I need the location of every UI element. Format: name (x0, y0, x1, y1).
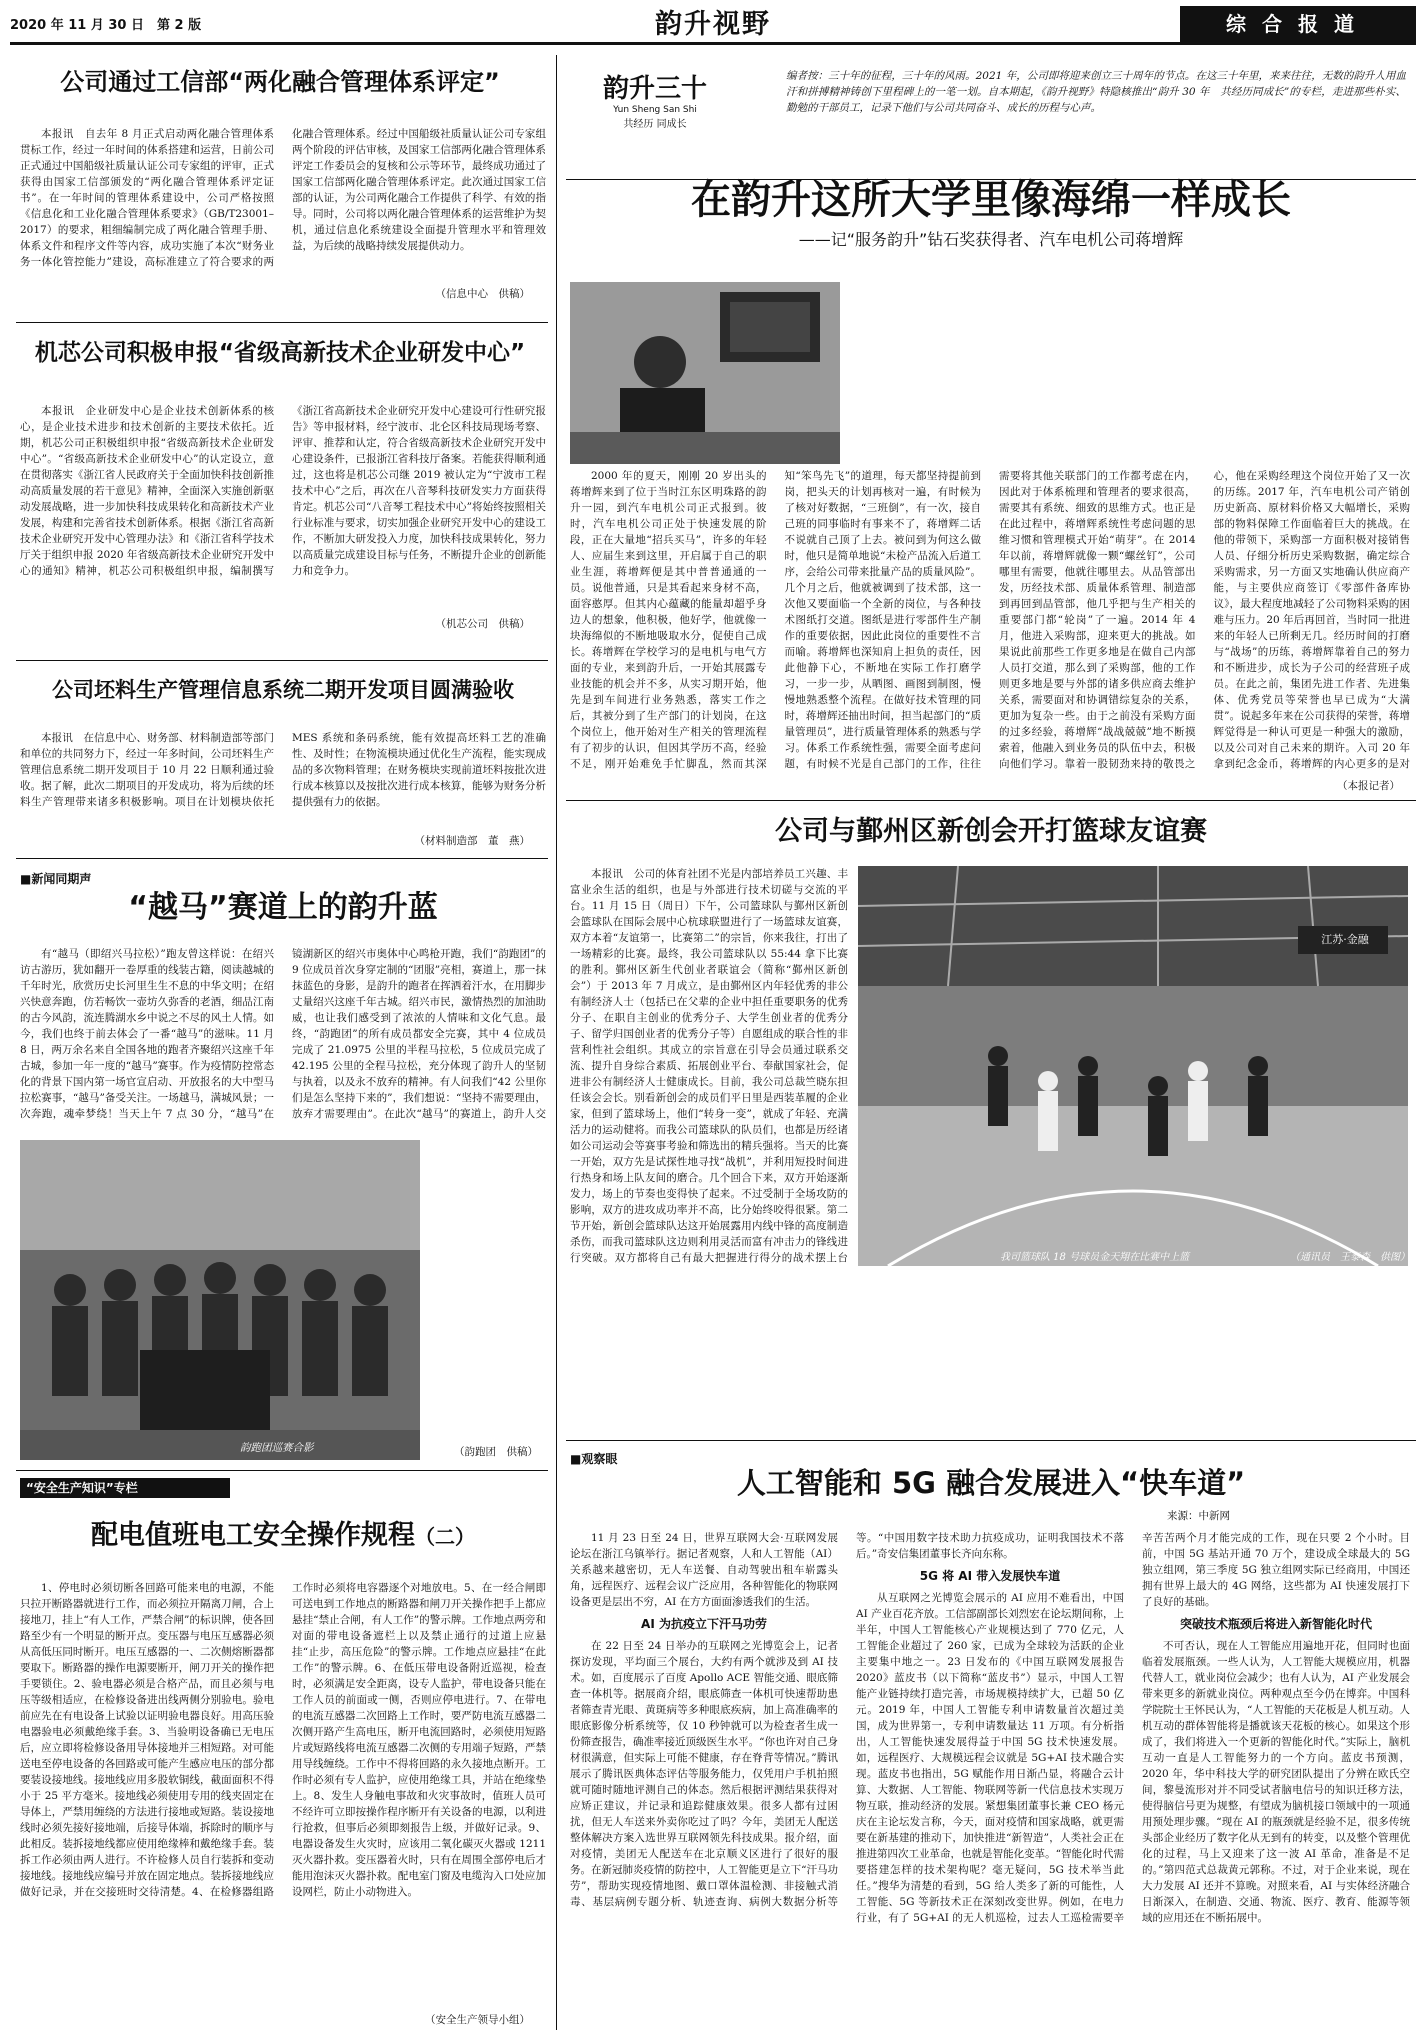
divider (16, 1470, 548, 1471)
divider (16, 322, 548, 323)
article7-body-b (570, 1270, 1410, 1435)
subhead-breakthrough: 突破技术瓶颈后将进入新智能化时代 (1179, 1617, 1372, 1631)
article4-byline: （韵跑团 供稿） (454, 1446, 538, 1458)
article3-body: 本报讯 在信息中心、财务部、材料制造部等部门和单位的共同努力下，经过一年多时间，公司坯料生产管理信息系统二期开发项目于 10 月 22 日顺利通过验收。据了解，此次二期项目的开发成功，将为后续的坯料生产管理带来诸多积极影响。项目在计划模块依托 MES 系统和条码系统，能有效提高坯料工艺的准确性、及时性；在物流模块通过优化生产流程，能实现成品的多次物料管理；在财务模块实现前道坯料按批次进行成本核算以及按批次进行成本核算，能够为财务分析提供强有力的依据。 (20, 732, 546, 808)
article3-byline: （材料制造部 董 燕） (414, 835, 530, 847)
feature-subtitle: ——记“服务韵升”钻石奖获得者、汽车电机公司蒋增辉 (798, 230, 1184, 249)
article2-byline: （机芯公司 供稿） (435, 618, 530, 630)
article5-title: 配电值班电工安全操作规程（二） (91, 1520, 475, 1551)
portrait-photo-drawing (570, 282, 840, 464)
article8-body: 11 月 23 日至 24 日，世界互联网大会·互联网发展论坛在浙江乌镇举行。据记者观察，人和人工智能（AI）关系越来越密切，无人车送餐、自动驾驶出租车崭露头角，远程医疗、远程会议广泛应用，各种智能化的物联网设备更是层出不穷，AI 在方方面面渗透我们的生活。 AI 为抗疫立下汗马功劳 在 22 日至 24 日举办的互联网之光博览会上，记者探访发现，平均面三个展台，大约有两个就涉及到 AI 技术。如，百度展示了百度 Apollo ACE 智能交通、眼底筛查一体机等。据展商介绍，眼底筛查一体机可快速帮助患者筛查青光眼、黄斑病等多种眼底疾病，加上高准确率的眼底影像分析系统等，仅 10 秒钟就可以为检查者生成一份筛查报告，确准率接近顶级医生水平。“你也许对自己身材很满意，但实际上可能不健康，存在脊背等情况。”腾讯展示了腾讯医典体态评估等服务能力，仅凭用户手机拍照就可随时随地评测自己的体态。然后根据评测结果获得对应矫正建议，并记录和追踪健康效果。很多人都有过困扰，但无人车送来外卖你吃过了吗？今年，美团无人配送整体解决方案入选世界互联网领先科技成果。报介绍，面对疫情，美团无人配送车在北京顺义区进行了很好的服务。在新冠肺炎疫情的防控中，人工智能更是立下“汗马功劳”，帮助实现疫情地图、戴口罩体温检测、非接触式消毒、基层病例专题分析、轨迹查询、病例大数据分析等等。“中国用数字技术助力抗疫成功，证明我国技术不落后。”奇安信集团董事长齐向东称。 5G 将 AI 带入发展快车道 从互联网之光博览会展示的 AI 应用不难看出，中国 AI 产业百花齐放。工信部副部长刘烈宏在论坛期间称，上半年，中国人工智能核心产业规模达到了 770 亿元，人工智能企业超过了 260 家，已成为全球较为活跃的企业主要集中地之一。23 日发布的《中国互联网发展报告 2020》蓝皮书（以下简称“蓝皮书”）显示，中国人工智能产业链持续打造完善，市场规模持续扩大，已超 50 亿元。2019 年，中国人工智能专利申请数量首次超过美国，成为世界第一，专利申请数量达 11 万项。有分析指出，人工智能快速发展得益于中国 5G 技术快速发展。如，远程医疗、大规模远程会议就是 5G+AI 技术融合实现。蓝皮书也指出，5G 赋能作用日渐凸显，将融合云计算、大数据、人工智能、物联网等新一代信息技术实现万物互联，推动经济的发展。紧想集团董事长兼 CEO 杨元庆在主论坛发言称，今天，面对疫情和国家战略，就更需要在新基建的推动下，加快推进“新智造”，人类社会正在推进第四次工业革命，也就是智能化变革。“智能化时代需要搭建怎样的技术架构呢？毫无疑问，5G 技术举当此任。”搜华为清楚的看到，5G 给人类多了新的可能性，人工智能、5G 等新技术正在深刻改变世界。例如，在电力行业，有了 5G+AI 的无人机巡检，过去人工巡检需要辛辛苦苦两个月才能完成的工作，现在只要 2 个小时。目前，中国 5G 基站开通 70 万个，建设成全球最大的 5G 独立组网，第三季度 5G 独立组网实际已经商用，中国还拥有世界上最大的 4G 网络，这些都为 AI 快速发展打下了良好的基础。 突破技术瓶颈后将进入新智能化时代 不可否认，现在人工智能应用遍地开花，但同时也面临着发展瓶颈。一些人认为，人工智能大规模应用，机器代替人工，就业岗位会减少；也有人认为，AI 产业发展会带来更多的新就业岗位。两种观点至今仍在博弈。中国科学院院士王怀民认为，“人工智能的天花板是人机互动。人机互动的群体智能将是播就该天花板的核心。如果这个形成了，我们将进入一个更新的智能化时代。”实际上，脑机互动一直是人工智能努力的一个方向。蓝皮书预测，2020 年，华中科技大学的研究团队提出了分辨在欧氏空间，黎曼流形对并不同受试者脑电信号的知识迁移方法，使得脑信号更为规整，有望成为脑机接口领域中的一项通用预处理步骤。“现在 AI 的瓶颈就是经验不足，很多传统头部企业经历了数字化从无到有的转变，以及整个管理优化的过程，马上又迎来了这一波 AI 革命，准备是不足的。”第四范式总裁黄元郭称。不过，对于企业来说，现在大力发展 AI 还并不算晚。对照来看，AI 与实体经济融合日渐深入，在制造、交通、物流、医疗、教育、能源等领域的应用还在不断拓展中。 (570, 1532, 1410, 1924)
series-subtitle: 共经历 同成长 (623, 119, 687, 130)
article4-title: “越马”赛道上的韵升蓝 (128, 890, 438, 925)
basketball-photo-credit: （通讯员 王泰森 供图） (1290, 1252, 1410, 1263)
article2-body: 本报讯 企业研发中心是企业技术创新体系的核心，是企业技术进步和技术创新的主要技术依托。近期，机芯公司正积极组织申报“省级高新技术企业研发中心”。“省级高新技术企业研发中心”的认定设立，意在贯彻落实《浙江省人民政府关于全面加快科技创新推动高质量发展的若干意见》精神，全面深入实施创新驱动发展战略，进一步加快科技成果转化和高新技术产业发展，构建和完善省技术创新体系。根据《浙江省高新技术企业研究开发中心管理办法》和《浙江省科学技术厅关于组织申报 2020 年省级高新技术企业研究开发中心的通知》精神，机芯公司积极组织申报，编制撰写《浙江省高新技术企业研究开发中心建设可行性研究报告》等申报材料，经宁波市、北仑区科技局现场考察、评审、推荐和认定，符合省级高新技术企业研究开发中心建设条件，已报浙江省科技厅备案。若能获得顺利通过，这也将是机芯公司继 2019 被认定为“宁波市工程技术中心”之后，再次在八音琴科技研发实力方面获得肯定。机芯公司“八音琴工程技术中心”将始终按照相关行业标准与要求，切实加强企业研究开发中心的建设工作，不断加大研发投入力度，加快科技成果转化，努力以高质量完成建设目标与任务，不断提升企业的创新能力和竞争力。 (20, 405, 546, 577)
article4-body: 有“越马（即绍兴马拉松）”跑友曾这样说：在绍兴访古游历，犹如翻开一卷厚重的线装古籍，阅读越城的千年时光，欣赏历史长河里生生不息的中华文明；在绍兴快意奔跑，仿若畅饮一壶坊久弥香的老酒，细品江南的古今风韵，流连腾湖水乡中说之不尽的风土人情。如今，我们也终于前去体会了一番“越马”的滋味。11 月 8 日，两万余名来自全国各地的跑者齐聚绍兴这座千年古城，参加一年一度的“越马”赛事。作为疫情防控常态化的背景下国内第一场官宣启动、开放报名的大中型马拉松赛事，“越马”备受关注。一场越马，满城风景；一次奔跑，魂牵梦绕！当天上午 7 点 30 分，“越马”在镜湖新区的绍兴市奥体中心鸣枪开跑，我们“韵跑团”的 9 位成员首次身穿定制的“团服”亮相，赛道上，那一抹抹蓝色的身影，是韵升的跑者在挥洒着汗水，在用脚步丈量绍兴这座千年古城。绍兴市民，激情热烈的加油助威，也让我们感受到了浓浓的人情味和文化气息。最终，“韵跑团”的所有成员都安全完赛，其中 4 位成员完成了 21.0975 公里的半程马拉松，5 位成员完成了 42.195 公里的全程马拉松，充分体现了韵升人的坚韧与执着，以及永不放弃的精神。有人问我们“42 公里你们是怎么坚持下来的”，我们想说：“坚持不需要理由，放弃才需要理由”。在此次“越马”的赛道上，韵升人交 (20, 948, 546, 1120)
article1-body: 本报讯 自去年 8 月正式启动两化融合管理体系贯标工作，经过一年时间的体系搭建和运营，日前公司正式通过中国船级社质量认证公司专家组的评审，正式获得由国家工信部颁发的“两化融合管理体系评定证书”。在一年时间的管理体系建设中，公司严格按照《信息化和工业化融合管理体系要求》（GB/T23001–2017）的要求，粗细编制完成了两化融合管理手册、体系文件和程序文件等内容，成功实施了本次“财务业务一体化管控能力”建设，高标准建立了符合要求的两化融合管理体系。经过中国船级社质量认证公司专家组两个阶段的评估审核，及国家工信部两化融合管理体系评定工作委员会的复核和公示等环节，最终成功通过了国家工信部两化融合管理体系评定。此次通过国家工信部的认证，为公司两化融合工作提供了科学、有效的指导。同时，公司将以两化融合管理体系的运营维护为契机，通过信息化系统建设全面提升管理水平和管理效益，为后续的战略持续发展提供动力。 (20, 128, 546, 268)
article1-title: 公司通过工信部“两化融合管理体系评定” (60, 68, 500, 96)
feature-body: 2000 年的夏天，刚刚 20 岁出头的蒋增辉来到了位于当时江东区明珠路的韵升一园，到汽车电机公司正式报到。彼时，汽车电机公司正处于快速发展的阶段，正在大量地“招兵买马”，许多的年轻人、应届生来到这里，开启属于自己的职业生涯，蒋增辉便是其中普普通通的一员。说他普通，只是其看起来身材不高，面容憨厚。但其内心蕴藏的能量却超乎身边人的想象，他积极，他好学，他就像一块海绵似的不断地吸取水分，促使自己成长。蒋增辉在学校学习的是电机与电气方面的专业，来到韵升后，一开始其展露专业技能的机会并不多，从实习期开始，他先是到车间进行业务熟悉，落实工作之后，其被分到了生产部门的计划岗，在这个岗位上，他开始对生产相关的管理流程有了初步的认识，但因其学历不高，经验不足，刚开始难免手忙脚乱，然而其深知“笨鸟先飞”的道理，每天都坚持提前到岗，把头天的计划再核对一遍，有时候为了核对好数据，“三班倒”，有一次，接自己班的同事临时有事来不了，蒋增辉二话不说就自己顶了上去。被问到为何这么做时，他只是简单地说“未检产品流入后道工序，会给公司带来批量产品的质量风险”。几个月之后，他就被调到了技术部，这一次他又要面临一个全新的岗位，与各种技术图纸打交道。图纸是进行零部件生产制作的重要依据，因此此岗位的重要性不言而喻。蒋增辉也深知肩上担负的责任，因此他静下心，不断地在实际工作打磨学习，一步一步，从晒图、画图到制图，慢慢地熟悉整个流程。在做好技术管理的同时，蒋增辉还抽出时间，担当起部门的“质量管理员”，进行质量管理体系的熟悉与学习。体系工作系统性强，需要全面考虑问题，有时候不光是自己部门的工作，往往需要将其他关联部门的工作都考虑在内，因此对于体系梳理和管理者的要求很高，需要其有系统、细致的思维方式。也正是在此过程中，蒋增辉系统性考虑问题的思维习惯和管理模式开始“萌芽”。在 2014 年以前，蒋增辉就像一颗“螺丝钉”，公司哪里有需要，他就往哪里去。从品管部出发，历经技术部、质量体系管理、制造部到再回到品管部，他几乎把与生产相关的重要部门都“轮岗”了一遍。2014 年 4 月，他进入采购部，迎来更大的挑战。如果说此前那些工作更多地是在做自己内部人员打交道，那么到了采购部，他的工作则更多地是要与外部的诸多供应商去维护关系，需要面对和协调错综复杂的关系，更加为复杂一些。由于之前没有采购方面的过多经验，蒋增辉“战战兢兢”地不断摸索着，他融入到业务员的队伍中去，积极向他们学习。靠着一股韧劲来持的敬畏之心，他在采购经理这个岗位开始了又一次的历练。2017 年，汽车电机公司产销创历史新高、原材料价格又大幅增长，采购部的物料保障工作面临着巨大的挑战。在他的带领下，采购部一方面积极对接销售人员、仔细分析历史采购数据，确定综合采购需求，另一方面又实地确认供应商产能，与主要供应商签订《零部件备库协议》，最大程度地减轻了公司物料采购的困难与压力。20 年后再回首，当时同一批进来的年轻人已所剩无几。经历时间的打磨与“战场”的历练，蒋增辉靠着自己的努力和不断进步，成长为子公司的经营班子成员。在此之前，集团先进工作者、先进集体、优秀党员等荣誉也早已成为“大满贯”。说起多年来在公司获得的荣誉，蒋增辉觉得是一种认可更是一种强大的激励，以及公司对自己未来的期许。入司 20 年拿到纪念金币，蒋增辉的内心更多的是对 (570, 470, 1410, 770)
subhead-ai-epidemic: AI 为抗疫立下汗马功劳 (641, 1617, 767, 1631)
feature-byline: （本报记者） (1337, 780, 1400, 792)
newspaper-title: 韵升视野 (655, 9, 771, 40)
safety-column-tag: “安全生产知识”专栏 (20, 1478, 230, 1498)
divider (566, 1440, 1416, 1441)
observe-tag: ■观察眼 (570, 1452, 618, 1466)
runners-photo-drawing (20, 1140, 420, 1460)
divider (566, 800, 1416, 801)
series-label: 韵升三十 (602, 74, 707, 104)
article4-body-cont (428, 1140, 546, 1440)
article8-source: 来源：中新网 (1167, 1510, 1230, 1522)
article1-byline: （信息中心 供稿） (435, 288, 530, 300)
article8-title: 人工智能和 5G 融合发展进入“快车道” (736, 1466, 1246, 1500)
feature-title: 在韵升这所大学里像海绵一样成长 (691, 177, 1291, 223)
subhead-5g-ai: 5G 将 AI 带入发展快车道 (919, 1569, 1061, 1583)
masthead-rule (10, 42, 1416, 45)
portrait-photo (570, 282, 840, 464)
series-pinyin: Yun Sheng San Shi (613, 105, 697, 115)
divider (16, 660, 548, 661)
article7-body-a: 本报讯 公司的体育社团不光是内部培养员工兴趣、丰富业余生活的组织，也是与外部进行技术切磋与交流的平台。11 月 15 日（周日）下午，公司篮球队与鄞州区新创会篮球队在国际会展中心杭球联盟进行了一场篮球友谊赛，双方本着“友谊第一，比赛第二”的宗旨，你来我往，打出了一场精彩的比赛。最终，我公司篮球队以 55:44 拿下比赛的胜利。鄞州区新生代创业者联谊会（简称“鄞州区新创会”）于 2013 年 7 月成立，是由鄞州区内年轻优秀的非公有制经济人士（包括已在父辈的企业中担任重要职务的优秀分子、在职自主创业的优秀分子、大学生创业者的优秀分子、留学归国创业者的优秀分子等）自愿组成的联合性的非营利性社会组织。其成立的宗旨意在引导会员通过联系交流、提升自身综合素质、拓展创业平台、奉献国家社会，促进非公有制经济人士健康成长。目前，我公司总裁竺晓东担任该会会长。别看新创会的成员们平日里是西装革履的企业家，但到了篮球场上，他们“转身一变”，就成了年轻、充满活力的运动健将。而我公司篮球队的队员们，也都是历经诸如公司运动会等赛事考验和筛选出的精兵强将。当天的比赛一开始，双方先是试探性地寻找“战机”，并利用短投时间进行热身和场上队友间的磨合。几个回合下来，双方开始逐渐发力，场上的节奏也变得快了起来。不过受制于全场攻防的影响，双方的进攻成功率并不高，比分始终咬得很紧。第二节开始，新创会篮球队达这开始展露用内线中锋的高度制造杀伤，而我司篮球队这边则利用灵活而富有冲击力的锋线进行突破。双方都将自己有最大把握进行得分的战术摆上台 (570, 868, 848, 1264)
article5-byline: （安全生产领导小组） (425, 2014, 530, 2026)
column-divider (556, 55, 557, 2030)
divider (16, 858, 548, 859)
editor-note: 编者按：三十年的征程，三十年的风雨。2021 年，公司即将迎来创立三十周年的节点。在这三十年里，来来往往，无数的韵升人用血汗和拼搏精神铸创下里程碑上的一笔一划。自本期起，《韵升视野》特隐核推出“韵升 30 年 共经历同成长”的专栏，走进那些朴实、勤勉的干部员工，记录下他们与公司共同奋斗、成长的历程与心声。 (786, 70, 1406, 114)
runners-photo-caption: 韵跑团巡赛合影 (240, 1442, 314, 1454)
page-date: 2020 年 11 月 30 日 第 2 版 (10, 18, 202, 33)
scoreboard-sign: 江苏·金融 (1321, 933, 1369, 946)
article2-title: 机芯公司积极申报“省级高新技术企业研发中心” (34, 340, 526, 366)
section-tag: 综合报道 (1180, 6, 1416, 42)
basketball-photo-caption: 我司篮球队 18 号球员金天翔在比赛中上篮 (1000, 1252, 1190, 1263)
runners-photo (20, 1140, 420, 1460)
series-logo (580, 68, 730, 158)
news-tag: ■新闻同期声 (20, 872, 92, 886)
article7-title: 公司与鄞州区新创会开打篮球友谊赛 (775, 816, 1207, 847)
article5-body: 1、停电时必须切断各回路可能来电的电源，不能只拉开断路器就进行工作，而必须拉开隔离刀闸，合上接地刀，挂上“有人工作，严禁合闸”的标识牌，使各回路至少有一个明显的断开点。变压器与电压互感器必须从高低压同时断开。电压互感器的一、二次侧熔断器都要取下。断路器的操作电源要断开，闸刀开关的操作把手要锁住。2、验电器必须是合格产品，而且必须与电压等级相适应，在检修设备进出线两侧分别验电。验电前应先在有电设备上试验以证明验电器良好。用高压验电器验电必须戴绝缘手套。3、当验明设备确已无电压后，应立即将检修设备用导体接地并三相短路。对可能送电至停电设备的各回路或可能产生感应电压的部分都要装设接地线。接地线应用多股软铜线，截面面积不得小于 25 平方毫米。接地线必须使用专用的线夹固定在导体上，严禁用缠绕的方法进行接地或短路。装设接地线时必须先接好接地端，后接导体端，拆除时的顺序与此相反。装拆接地线都应使用绝缘棒和戴绝缘手套。装拆工作必须由两人进行。不许检修人员自行装拆和变动接地线。接地线应编号并放在固定地点。装拆接地线应做好记录，并在交接班时交待清楚。4、在检修器组路工作时必须将电容器逐个对地放电。5、在一经合闸即可送电到工作地点的断路器和闸刀开关操作把手上都应悬挂“禁止合闸，有人工作”的警示牌。工作地点两旁和对面的带电设备遮栏上以及禁止通行的过道上应悬挂“止步，高压危险”的警示牌。工作地点应悬挂“在此工作”的警示牌。6、在低压带电设备附近巡视，检查时，必须满足安全距离，设专人监护，带电设备只能在工作人员的前面或一侧，否则应停电进行。7、在带电的电流互感器二次回路上工作时，要严防电流互感器二次侧开路产生高电压，断开电流回路时，必须使用短路片或短路线将电流互感器二次侧的专用端子短路，严禁用导线缠绕。工作中不得将回路的永久接地点断开。工作时必须有专人监护，应使用绝缘工具，并站在绝缘垫上。8、发生人身触电事故和火灾事故时，值班人员可不经许可立即按操作程序断开有关设备的电源，以利进行抢救，但事后必须即刻报告上级，并做好记录。9、电器设备发生火灾时，应该用二氧化碳灭火器或 1211 灭火器扑救。变压器着火时，只有在周围全部停电后才能用泡沫灭火器扑救。配电室门窗及电缆沟入口处应加设网栏，防止小动物进入。 (20, 1582, 546, 1898)
article3-title: 公司坯料生产管理信息系统二期开发项目圆满验收 (52, 678, 514, 702)
